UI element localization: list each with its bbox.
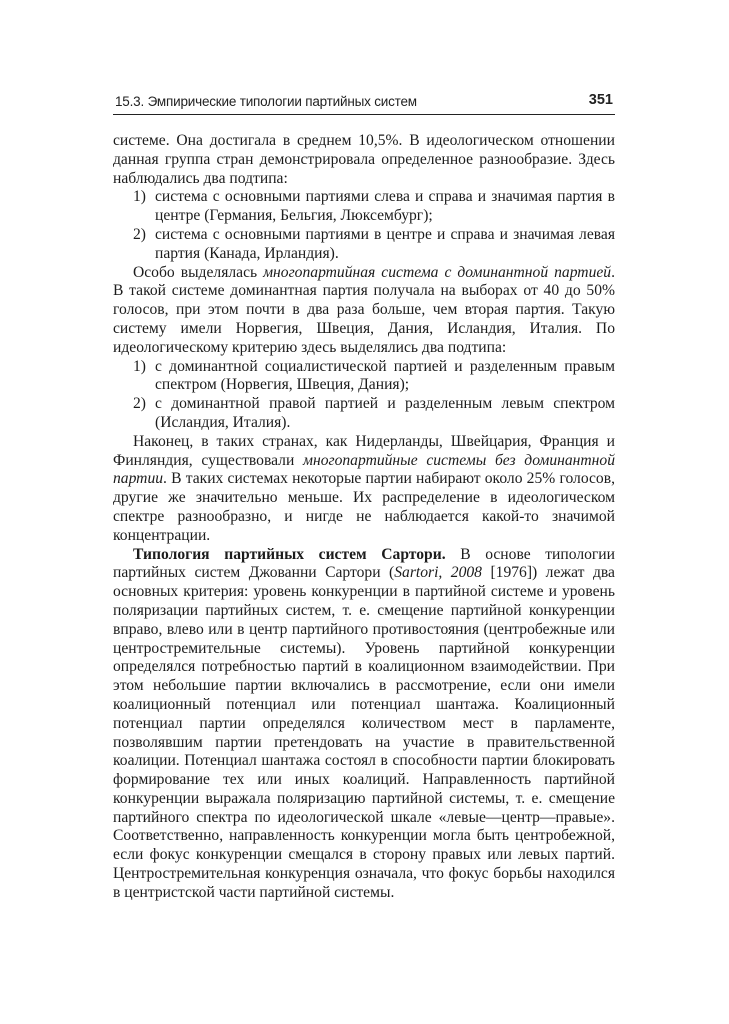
list-2 (113, 358, 615, 433)
section-heading-sartori: Типология партийных систем Сартори. (133, 545, 446, 563)
running-header (113, 88, 615, 115)
body-text (113, 132, 615, 903)
list-number: 1) (133, 188, 146, 206)
page-number: 351 (588, 92, 613, 108)
list-item (113, 226, 615, 264)
citation: Sartori, 2008 (394, 564, 482, 582)
paragraph-3-term: многопартийные системы без доминантной партии (113, 451, 616, 488)
list-number: 1) (133, 357, 146, 375)
list-text: с доминантной социалистической партией и разделенным правым спектром (Норвегия, Швеция, Дания); (155, 357, 615, 394)
list-text: система с основными партиями в центре и справа и значимая левая партия (Канада, Ирландия). (155, 225, 615, 262)
list-text: с доминантной правой партией и разделенным левым спектром (Исландия, Италия). (155, 395, 615, 431)
list-item (113, 188, 615, 226)
paragraph-4-text-1: В основе типологии партийных систем Джованни Сартори ( (113, 545, 615, 582)
paragraph-4-text-2: [1976]) лежат два основных критерия: уровень конкуренции в партийной системе и уровень поляризации партийных систем, т. е. смещение партийной конкуренции вправо, влево или в центр партийного противостояния (центробежные или центростремительные системы). Уровень партийной конкуренции определялся потребностью партий в коалиционном взаимодействии. При этом небольшие партии включались в рассмотрение, если они имели коалиционный потенциал или потенциал шантажа. Коалиционный потенциал партии определялся количеством мест в парламенте, позволявшим партии претендовать на участие в правительственной коалиции. Потенциал шантажа состоял в способности партии блокировать формирование тех или иных коалиций. Направленность партийной конкуренции выражала поляризацию партийной системы, т. е. смещение партийного спектра по идеологической шкале «левые—центр—правые». Соответственно, направленность конкуренции могла быть центробежной, если фокус конкуренции смещался в сторону правых или левых партий. Центростремительная конкуренция означала, что фокус борьбы находился в центристской части партийной системы. (113, 564, 615, 901)
list-number: 2) (133, 225, 146, 243)
paragraph-2-start: Особо выделялась (133, 263, 264, 281)
list-item (113, 358, 615, 396)
paragraph-3-end: . В таких системах некоторые партии набирают около 25% голосов, другие же значительно меньше. Их распределение в идеологическом спектре разнообразно, и нигде не наблюдается какой-то значимой концентрации. (113, 470, 615, 544)
paragraph-2 (113, 264, 615, 358)
paragraph-3 (113, 433, 615, 546)
paragraph-1: системе. Она достигала в среднем 10,5%. В идеологическом отношении данная группа стран демонстрировала определенное разнообразие. Здесь наблюдались два подтипа: (113, 132, 615, 187)
paragraph-4 (113, 546, 615, 903)
paragraph-2-term: многопартийная система с доминантной партией (263, 263, 612, 281)
section-title: 15.3. Эмпирические типологии партийных систем (115, 94, 417, 109)
paragraph-3-start: Наконец, в таких странах, как Нидерланды, Швейцария, Франция и Финляндия, существовали (113, 432, 615, 469)
list-1 (113, 188, 615, 263)
list-item (113, 395, 615, 433)
list-number: 2) (133, 395, 146, 413)
paragraph-2-end: . В такой системе доминантная партия получала на выборах от 40 до 50% голосов, при этом почти в два раза больше, чем вторая партия. Такую систему имели Норвегия, Швеция, Дания, Исландия, Италия. По идеологическому критерию здесь выделялись два подтипа: (113, 263, 615, 356)
list-text: система с основными партиями слева и справа и значимая партия в центре (Германия, Бельгия, Люксембург); (155, 188, 615, 225)
